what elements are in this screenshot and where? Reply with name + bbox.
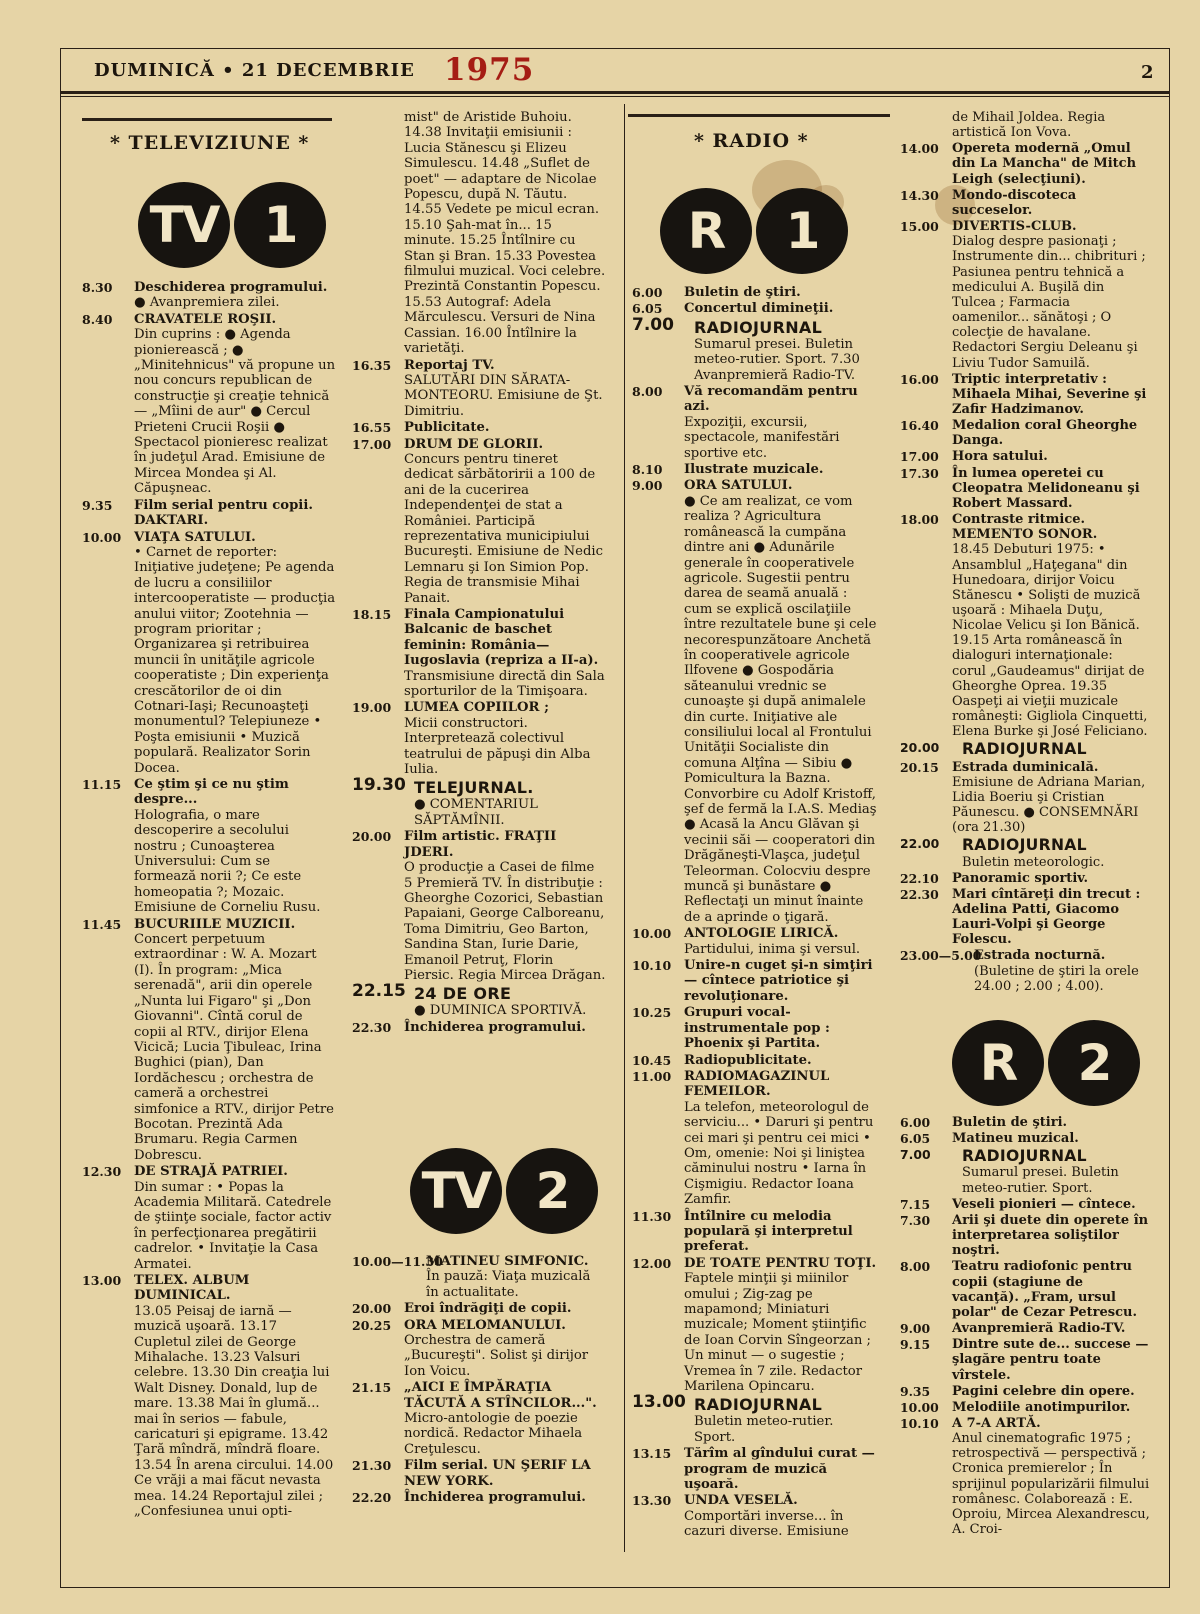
program-time: 8.30 bbox=[82, 280, 113, 295]
program-entry bbox=[82, 280, 336, 311]
program-time: 10.00 bbox=[82, 529, 122, 545]
program-description: Buletin meteo-rutier. Sport. bbox=[694, 1414, 834, 1445]
section-rule bbox=[82, 118, 332, 121]
program-title: Pagini celebre din opere. bbox=[952, 1383, 1135, 1399]
program-entry bbox=[900, 1321, 1150, 1336]
r2-logo bbox=[952, 1020, 1140, 1106]
program-title: TELEJURNAL. bbox=[414, 778, 534, 798]
program-title: DRUM DE GLORII. bbox=[404, 436, 544, 452]
program-time: 13.00 bbox=[632, 1392, 686, 1413]
program-entry bbox=[352, 1490, 606, 1505]
header-year: 1975 bbox=[444, 52, 535, 88]
program-entry bbox=[632, 314, 878, 383]
program-entry bbox=[900, 1147, 1150, 1195]
program-title: RADIOJURNAL bbox=[962, 740, 1087, 759]
program-entry bbox=[900, 219, 1150, 371]
program-title: Tărîm al gîndului curat — program de muzică uşoară. bbox=[684, 1446, 875, 1493]
program-entry bbox=[900, 449, 1150, 464]
program-title: Deschiderea programului. bbox=[134, 280, 328, 295]
program-description: Expoziţii, excursii, spectacole, manifestări sportive etc. bbox=[684, 414, 840, 461]
program-time: 22.20 bbox=[352, 1490, 392, 1506]
program-time: 21.30 bbox=[352, 1458, 392, 1474]
program-title: ANTOLOGIE LIRICĂ. bbox=[684, 926, 839, 942]
program-title: Mari cîntăreţi din trecut : Adelina Patti, Giacomo Lauri-Volpi şi George Folescu. bbox=[952, 886, 1141, 948]
program-time: 22.30 bbox=[352, 1019, 392, 1035]
program-time: 9.35 bbox=[900, 1383, 931, 1399]
program-entry bbox=[352, 358, 606, 420]
r1-logo-number: 1 bbox=[756, 188, 848, 274]
program-title: Estrada nocturnă. bbox=[974, 948, 1106, 964]
program-title: Arii şi duete din operete în interpretarea soliştilor noştri. bbox=[952, 1212, 1149, 1259]
program-entry bbox=[900, 466, 1150, 511]
program-time: 17.30 bbox=[900, 465, 939, 481]
program-title: Vă recomandăm pentru azi. bbox=[684, 384, 858, 415]
program-entry bbox=[352, 775, 606, 828]
program-entry bbox=[632, 384, 878, 461]
program-entry bbox=[352, 1318, 606, 1380]
program-time: 20.15 bbox=[900, 759, 939, 775]
program-title: TELEX. ALBUM DUMINICAL. bbox=[134, 1273, 250, 1304]
program-title: Avanpremieră Radio-TV. bbox=[952, 1321, 1126, 1337]
program-entry bbox=[900, 760, 1150, 836]
program-title: BUCURIILE MUZICII. bbox=[134, 916, 296, 932]
program-description: mist" de Aristide Buhoiu. 14.38 Invitaţii emisiunii : Lucia Stănescu şi Elizeu Simulescu. 14.48 „Suflet de poet" — adaptare de Nicolae Popescu, după N. Tăutu. 14.55 Vedete pe micul ecran. 15.10 Şah-mat în... 15 minute. 15.25 Întîlnire cu Stan şi Bran. 15.33 Povestea filmului muzical. Voci celebre. Prezintă Constantin Popescu. 15.53 Autograf: Adela Mărculescu. Versuri de Nina Cassian. 16.00 Întîlnire la varietăţi. bbox=[404, 110, 606, 357]
program-title: RADIOJURNAL bbox=[962, 836, 1087, 855]
program-title: RADIOJURNAL bbox=[962, 1147, 1087, 1166]
program-time: 10.00 bbox=[900, 1399, 939, 1415]
program-time: 23.00—5.00 bbox=[900, 948, 982, 964]
program-time: 9.35 bbox=[82, 497, 113, 513]
program-entry bbox=[632, 1053, 878, 1068]
program-title: Radiopublicitate. bbox=[684, 1052, 812, 1068]
program-time: 6.05 bbox=[900, 1131, 931, 1147]
program-entry bbox=[900, 948, 1150, 993]
program-title: Unire-n cuget şi-n simţiri — cîntece patriotice şi revoluţionare. bbox=[684, 958, 873, 1004]
program-time: 16.00 bbox=[900, 371, 939, 387]
program-title: LUMEA COPIILOR ; bbox=[404, 700, 549, 716]
r1-schedule-col3 bbox=[632, 285, 878, 1541]
program-time: 13.00 bbox=[82, 1273, 122, 1288]
tv1-schedule-col2 bbox=[352, 110, 606, 1036]
program-time: 11.15 bbox=[82, 777, 122, 792]
program-time: 8.40 bbox=[82, 311, 113, 327]
program-title: Matineu muzical. bbox=[952, 1131, 1079, 1147]
header-rule bbox=[60, 91, 1170, 94]
program-entry bbox=[632, 285, 878, 300]
program-title: Închiderea programului. bbox=[404, 1019, 586, 1035]
tv1-logo bbox=[138, 182, 326, 268]
program-entry bbox=[900, 836, 1150, 869]
program-entry bbox=[352, 437, 606, 606]
program-time: 11.45 bbox=[82, 916, 122, 932]
program-entry bbox=[900, 1416, 1150, 1537]
program-entry bbox=[82, 1164, 336, 1272]
program-time: 8.10 bbox=[632, 462, 663, 478]
program-description: În pauză: Viaţa muzicală în actualitate. bbox=[426, 1269, 591, 1300]
program-entry bbox=[352, 607, 606, 699]
program-entry bbox=[82, 917, 336, 1164]
program-time: 10.45 bbox=[632, 1052, 672, 1068]
program-time: 13.15 bbox=[632, 1446, 672, 1462]
program-entry bbox=[632, 1256, 878, 1395]
tv-section-title: * TELEVIZIUNE * bbox=[110, 132, 310, 154]
program-entry bbox=[900, 141, 1150, 186]
program-title: Contraste ritmice. MEMENTO SONOR. bbox=[952, 512, 1098, 543]
program-description: Din cuprins : ● Agenda pionierească ; ● „Minitehnicus" vă propune un nou concurs republican de construcţie şi creaţie tehnică — „Mîini de aur" ● Cercul Prieteni Crucii Roşii ● Spectacol pionieresc realizat în judeţul Arad. Emisiune de Mircea Mondea şi Al. Căpuşneac. bbox=[134, 327, 336, 497]
program-time: 17.00 bbox=[352, 436, 392, 452]
program-time: 16.40 bbox=[900, 418, 939, 434]
program-entry bbox=[900, 1115, 1150, 1130]
program-time: 22.00 bbox=[900, 836, 940, 852]
program-description: Partidului, inima şi versul. bbox=[684, 941, 861, 957]
program-time: 11.30 bbox=[632, 1208, 672, 1224]
program-title: Publicitate. bbox=[404, 420, 490, 436]
tv2-schedule bbox=[352, 1254, 606, 1507]
program-description: Sumarul presei. Buletin meteo-rutier. Sport. 7.30 Avanpremieră Radio-TV. bbox=[694, 336, 860, 383]
program-entry bbox=[900, 110, 1150, 140]
program-entry bbox=[900, 418, 1150, 448]
program-entry bbox=[632, 926, 878, 957]
program-entry bbox=[632, 1493, 878, 1539]
program-time: 10.10 bbox=[900, 1415, 939, 1431]
program-entry bbox=[900, 887, 1150, 948]
program-title: Film artistic. FRAŢII JDERI. bbox=[404, 829, 557, 860]
program-time: 22.30 bbox=[900, 886, 939, 902]
program-title: Opereta modernă „Omul din La Mancha" de Mitch Leigh (selecţiuni). bbox=[952, 141, 1137, 187]
program-time: 10.25 bbox=[632, 1005, 672, 1021]
program-time: 16.55 bbox=[352, 420, 392, 436]
tv1-logo-tv: TV bbox=[138, 182, 230, 268]
program-time: 7.00 bbox=[632, 314, 674, 335]
program-title: CRAVATELE ROŞII. bbox=[134, 311, 277, 327]
program-time: 21.15 bbox=[352, 1380, 392, 1396]
r2-logo-r: R bbox=[952, 1020, 1044, 1106]
program-time: 7.00 bbox=[900, 1147, 931, 1163]
r2-logo-number: 2 bbox=[1048, 1020, 1140, 1106]
program-entry bbox=[632, 1005, 878, 1051]
program-entry bbox=[900, 1213, 1150, 1258]
program-title: Panoramic sportiv. bbox=[952, 870, 1089, 886]
program-time: 9.00 bbox=[900, 1321, 931, 1337]
program-time: 8.00 bbox=[900, 1259, 931, 1275]
program-title: 24 DE ORE bbox=[414, 984, 512, 1004]
program-entry bbox=[900, 512, 1150, 739]
program-title: Buletin de ştiri. bbox=[684, 285, 801, 300]
program-title: Film serial pentru copii. DAKTARI. bbox=[134, 497, 313, 529]
program-time: 20.25 bbox=[352, 1317, 392, 1333]
program-entry bbox=[352, 420, 606, 435]
program-title: DE STRAJĂ PATRIEI. bbox=[134, 1164, 288, 1180]
r1-schedule-col4 bbox=[900, 110, 1150, 995]
program-title: RADIOJURNAL bbox=[694, 1395, 823, 1415]
program-description: Faptele minţii şi miinilor omului ; Zig-zag pe mapamond; Miniaturi muzicale; Moment ştiinţific de Ioan Corvin Sîngeorzan ; Un minut — o sugestie ; Vremea în 7 zile. Redactor Marilena Opincaru. bbox=[684, 1271, 871, 1395]
header-date: DUMINICĂ • 21 DECEMBRIE bbox=[94, 60, 415, 81]
program-entry bbox=[900, 1384, 1150, 1399]
program-title: ORA MELOMANULUI. bbox=[404, 1317, 566, 1333]
program-title: Grupuri vocal-instrumentale pop : Phoenix şi Partita. bbox=[684, 1005, 830, 1052]
program-time: 11.00 bbox=[632, 1068, 672, 1084]
program-entry bbox=[900, 1259, 1150, 1320]
program-entry bbox=[352, 700, 606, 777]
program-description: Concert perpetuum extraordinar : W. A. Mozart (I). În program: „Mica serenadă", arii din operele „Nunta lui Figaro" şi „Don Giovanni". Cîntă corul de copii al RTV., dirijor Elena Vicică; Lucia Ţibuleac, Irina Bughici (pian), Dan Iordăchescu ; orchestra de cameră a orchestrei simfonice a RTV., dirijor Petre Bocotan. Prezintă Ada Brumaru. Regia Carmen Dobrescu. bbox=[134, 932, 334, 1163]
program-time: 6.00 bbox=[900, 1115, 931, 1130]
program-time: 18.15 bbox=[352, 607, 392, 622]
header-rule bbox=[60, 96, 1170, 97]
program-title: Medalion coral Gheorghe Danga. bbox=[952, 418, 1138, 449]
program-title: „AICI E ÎMPĂRAŢIA TĂCUTĂ A STÎNCILOR...". bbox=[404, 1380, 597, 1411]
program-description: Buletin meteorologic. bbox=[962, 854, 1105, 870]
program-description: Anul cinematografic 1975 ; retrospectivă — perspectivă ; Cronica premierelor ; În sprijinul popularizării filmului românesc. Colaborează : E. Oproiu, Mircea Alexandrescu, A. Croi- bbox=[952, 1431, 1150, 1538]
program-description: ● Avanpremiera zilei. bbox=[134, 295, 280, 311]
program-entry bbox=[352, 981, 606, 1019]
program-title: Întîlnire cu melodia populară şi interpretul preferat. bbox=[684, 1208, 853, 1255]
tv2-logo-tv: TV bbox=[410, 1148, 502, 1234]
program-description: Comportări inverse... în cazuri diverse. Emisiune bbox=[684, 1508, 849, 1540]
r2-schedule bbox=[900, 1115, 1150, 1538]
program-description: • Carnet de reporter: Iniţiative judeţene; Pe agenda de lucru a consiliilor intercooperatiste — producţia anului viitor; Zootehnia — program prioritar ; Organizarea şi retribuirea muncii în unităţile agricole cooperatiste ; Din experienţa crescătorilor de oi din Cotnari-Iaşi; Recunoaşteţi monumentul? Telepiuneze • Poşta emisiunii • Muzică populară. Realizator Sorin Docea. bbox=[134, 544, 336, 776]
program-entry bbox=[632, 1069, 878, 1208]
program-title: VIAŢA SATULUI. bbox=[134, 529, 256, 545]
program-description: O producţie a Casei de filme 5 Premieră TV. În distribuţie : Gheorghe Cozorici, Sebastian Papaiani, George Calboreanu, Toma Dimitriu, Geo Barton, Sandina Stan, Iurie Darie, Emanoil Petruţ, Florin Piersic. Regia Mircea Drăgan. bbox=[404, 860, 606, 983]
program-title: Concertul dimineţii. bbox=[684, 301, 834, 317]
program-time: 20.00 bbox=[900, 740, 940, 756]
tv1-schedule-col1 bbox=[82, 280, 336, 1521]
program-entry bbox=[900, 1131, 1150, 1146]
program-title: Triptic interpretativ : Mihaela Mihai, Severine şi Zafir Hadzimanov. bbox=[952, 371, 1147, 417]
program-entry bbox=[352, 1458, 606, 1489]
program-description: Dialog despre pasionaţi ; Instrumente din... chibrituri ; Pasiunea pentru tehnică a medicului A. Buşilă din Tulcea ; Farmacia oamenilor... sănătoşi ; O colecţie de havalane. Redactori Sergiu Deleanu şi Liviu Tudor Samuilă. bbox=[952, 234, 1146, 371]
program-description: La telefon, meteorologul de serviciu... • Daruri şi pentru cei mari şi pentru cei mici • Om, omenie: Noi şi liniştea căminului nostru • Iarna în Cişmigiu. Redactor Ioana Zamfir. bbox=[684, 1099, 874, 1208]
program-entry bbox=[352, 1380, 606, 1457]
program-time: 19.00 bbox=[352, 700, 392, 716]
program-title: A 7-A ARTĂ. bbox=[952, 1415, 1041, 1431]
program-entry bbox=[900, 871, 1150, 886]
program-entry bbox=[632, 478, 878, 925]
program-entry bbox=[82, 1273, 336, 1520]
program-description: ● DUMINICA SPORTIVĂ. bbox=[414, 1003, 587, 1019]
tv2-logo bbox=[410, 1148, 598, 1234]
program-title: Film serial. UN ŞERIF LA NEW YORK. bbox=[404, 1458, 591, 1489]
program-title: Melodiile anotimpurilor. bbox=[952, 1399, 1131, 1415]
program-description: Holografia, o mare descoperire a secolului nostru ; Cunoaşterea Universului: Cum se formează norii ?; Ce este homeopatia ?; Mozaic. Emisiune de Corneliu Rusu. bbox=[134, 807, 321, 916]
program-description: ● Ce am realizat, ce vom realiza ? Agricultura românească la cumpăna dintre ani ● Adunările generale în cooperativele agricole. Sugestii pentru darea de seamă anuală : cum se explică oscilaţiile între rezultatele bune şi cele necorespunzătoare Anchetă în cooperativele agricole Ilfovene ● Gospodăria săteanului vrednic se cunoaşte şi după animalele din curte. Iniţiative ale consiliului local al Frontului Unităţii Socialiste din comuna Alţîna — Sibiu ● Pomicultura la Bazna. Convorbire cu Adolf Kristoff, şef de fermă la I.A.S. Mediaş ● Acasă la Ancu Glăvan şi vecinii săi — cooperatori din Drăgăneşti-Vlaşca, judeţul Teleorman. Colocviu despre muncă şi bunăstare ● Reflectaţi un minut înainte de a aprinde o ţigară. bbox=[684, 493, 877, 925]
program-entry bbox=[352, 1020, 606, 1035]
program-entry bbox=[352, 829, 606, 983]
section-rule bbox=[628, 114, 890, 117]
program-entry bbox=[82, 530, 336, 777]
program-title: MATINEU SIMFONIC. bbox=[426, 1254, 589, 1269]
program-title: Ilustrate muzicale. bbox=[684, 462, 824, 478]
program-description: Transmisiune directă din Sala sporturilor de la Timişoara. bbox=[404, 668, 605, 700]
program-title: DE TOATE PENTRU TOŢI. bbox=[684, 1255, 877, 1271]
program-title: DIVERTIS-CLUB. bbox=[952, 219, 1077, 235]
program-time: 19.30 bbox=[352, 775, 406, 796]
program-description: Micro-antologie de poezie nordică. Redactor Mihaela Creţulescu. bbox=[404, 1411, 583, 1457]
program-title: RADIOMAGAZINUL FEMEILOR. bbox=[684, 1068, 830, 1100]
program-title: Eroi îndrăgiţi de copii. bbox=[404, 1301, 572, 1317]
program-entry bbox=[632, 1209, 878, 1255]
program-description: Din sumar : • Popas la Academia Militară. Catedrele de ştiinţe sociale, factor activ în perfecţionarea pregătirii cadrelor. • Invitaţie la Casa Armatei. bbox=[134, 1179, 332, 1272]
program-time: 20.00 bbox=[352, 829, 392, 845]
program-description: SALUTĂRI DIN SĂRATA-MONTEORU. Emisiune de Şt. Dimitriu. bbox=[404, 372, 603, 419]
program-title: Dintre sute de... succese — şlagăre pentru toate vîrstele. bbox=[952, 1337, 1149, 1383]
program-title: Închiderea programului. bbox=[404, 1490, 586, 1506]
program-title: Hora satului. bbox=[952, 449, 1048, 465]
program-entry bbox=[352, 1254, 606, 1300]
program-entry bbox=[900, 1337, 1150, 1382]
program-title: Teatru radiofonic pentru copii (stagiune de vacanţă). „Fram, ursul polar" de Cezar Petrescu. bbox=[952, 1259, 1137, 1320]
program-time: 12.30 bbox=[82, 1164, 122, 1180]
program-title: UNDA VESELĂ. bbox=[684, 1493, 798, 1509]
program-description: Orchestra de cameră „Bucureşti". Solist şi dirijor Ion Voicu. bbox=[404, 1333, 589, 1379]
page-number: 2 bbox=[1141, 62, 1154, 83]
program-entry bbox=[632, 1446, 878, 1492]
program-entry bbox=[900, 1400, 1150, 1415]
program-entry bbox=[632, 958, 878, 1004]
program-title: Estrada duminicală. bbox=[952, 759, 1099, 775]
program-time: 7.30 bbox=[900, 1212, 931, 1228]
program-entry bbox=[900, 372, 1150, 417]
tv2-logo-number: 2 bbox=[506, 1148, 598, 1234]
program-time: 10.00 bbox=[632, 926, 672, 942]
program-entry bbox=[632, 1392, 878, 1445]
program-time: 16.35 bbox=[352, 357, 392, 373]
program-time: 12.00 bbox=[632, 1255, 672, 1271]
program-description: (Buletine de ştiri la orele 24.00 ; 2.00 ; 4.00). bbox=[974, 963, 1139, 994]
program-title: Ce ştim şi ce nu ştim despre... bbox=[134, 777, 289, 808]
program-description: Concurs pentru tineret dedicat sărbătoririi a 100 de ani de la cucerirea Independenţei de stat a României. Participă reprezentativa municipiului Bucureşti. Emisiune de Nedic Lemnaru şi Ion Simion Pop. Regia de transmisie Mihai Panait. bbox=[404, 451, 603, 606]
program-description: Sumarul presei. Buletin meteo-rutier. Sport. bbox=[962, 1165, 1119, 1196]
r1-logo bbox=[660, 188, 848, 274]
tv1-logo-number: 1 bbox=[234, 182, 326, 268]
program-entry bbox=[900, 740, 1150, 758]
column-divider bbox=[624, 104, 625, 1552]
program-time: 14.30 bbox=[900, 187, 939, 203]
program-time: 9.00 bbox=[632, 478, 663, 494]
program-time: 22.15 bbox=[352, 981, 406, 1002]
program-time: 6.00 bbox=[632, 285, 663, 300]
program-time: 18.00 bbox=[900, 512, 939, 528]
program-time: 10.00—11.30 bbox=[352, 1254, 443, 1269]
program-title: ORA SATULUI. bbox=[684, 478, 793, 494]
program-time: 20.00 bbox=[352, 1301, 392, 1317]
program-time: 13.30 bbox=[632, 1493, 672, 1509]
program-entry bbox=[900, 1197, 1150, 1212]
program-time: 10.10 bbox=[632, 958, 672, 974]
program-entry bbox=[900, 188, 1150, 218]
program-title: Veseli pionieri — cîntece. bbox=[952, 1196, 1136, 1212]
program-title: RADIOJURNAL bbox=[694, 317, 823, 337]
program-time: 17.00 bbox=[900, 449, 939, 465]
program-time: 15.00 bbox=[900, 219, 939, 235]
program-time: 7.15 bbox=[900, 1196, 931, 1212]
program-description: 13.05 Peisaj de iarnă — muzică uşoară. 13.17 Cupletul zilei de George Mihalache. 13.23 Valsuri celebre. 13.30 Din creaţia lui Walt Disney. Donald, lup de mare. 13.38 Mai în glumă... mai în serios — fabule, caricaturi şi epigrame. 13.42 Ţară mîndră, mîndră floare. 13.54 În arena circului. 14.00 Ce vrăji a mai făcut nevasta mea. 14.24 Reportajul zilei ; „Confesiunea unui opti- bbox=[134, 1303, 334, 1520]
radio-section-title: * RADIO * bbox=[694, 130, 809, 152]
program-description: Emisiune de Adriana Marian, Lidia Boeriu şi Cristian Păunescu. ● CONSEMNĂRI (ora 21.30) bbox=[952, 774, 1146, 836]
program-entry bbox=[352, 110, 606, 357]
program-time: 6.05 bbox=[632, 301, 663, 317]
program-time: 22.10 bbox=[900, 870, 939, 886]
program-title: Mondo-discoteca succeselor. bbox=[952, 187, 1077, 218]
program-time: 8.00 bbox=[632, 384, 663, 400]
program-entry bbox=[82, 312, 336, 497]
program-entry bbox=[632, 462, 878, 477]
program-entry bbox=[82, 498, 336, 529]
program-entry bbox=[352, 1301, 606, 1316]
program-description: Micii constructori. Interpretează colectivul teatrului de păpuşi din Alba Iulia. bbox=[404, 715, 591, 778]
program-title: Reportaj TV. bbox=[404, 357, 495, 373]
program-description: ● COMENTARIUL SĂPTĂMÎNII. bbox=[414, 797, 538, 828]
program-entry bbox=[82, 777, 336, 916]
program-description: 18.45 Debuturi 1975: • Ansamblul „Haţegana" din Hunedoara, dirijor Voicu Stănescu • Solişti de muzică uşoară : Mihaela Duţu, Nicolae Velicu şi Ion Bănică. 19.15 Arta românească în dialoguri internaţionale: corul „Gaudeamus" dirijat de Gheorghe Oprea. 19.35 Oaspeţi ai vieţii muzicale româneşti: Gigliola Cinquetti, Elena Burke şi José Feliciano. bbox=[952, 542, 1148, 740]
program-time: 14.00 bbox=[900, 141, 939, 157]
program-description: de Mihail Joldea. Regia artistică Ion Vova. bbox=[952, 110, 1106, 141]
program-time: 9.15 bbox=[900, 1337, 931, 1353]
program-title: În lumea operetei cu Cleopatra Melidoneanu şi Robert Massard. bbox=[952, 465, 1140, 511]
r1-logo-r: R bbox=[660, 188, 752, 274]
program-title: Buletin de ştiri. bbox=[952, 1115, 1068, 1130]
program-title: Finala Campionatului Balcanic de baschet feminin: România—Iugoslavia (repriza a II-a). bbox=[404, 607, 599, 669]
